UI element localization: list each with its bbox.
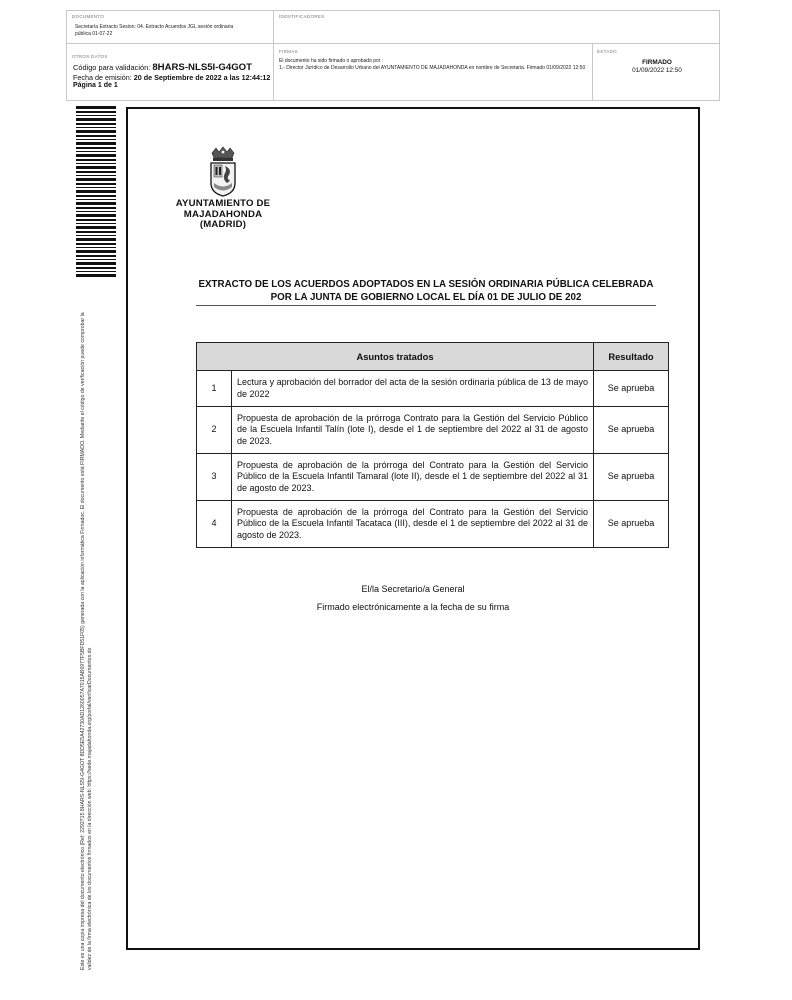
table-row (197, 501, 669, 548)
org-line-3: (MADRID) (199, 219, 247, 230)
row-result: Se aprueba (594, 407, 669, 454)
row-number: 2 (197, 407, 232, 454)
row-result: Se aprueba (594, 371, 669, 407)
row-topic: Propuesta de aprobación de la prórroga del Contrato para la Gestión del Servicio Público de la Escuela Infantil Tamaral (lote II), desde el 1 de septiembre del 2022 al 31 de agosto de 2023. (232, 454, 594, 501)
result-header: Resultado (594, 343, 669, 371)
org-line-1: AYUNTAMIENTO DE (175, 198, 271, 209)
table-row (197, 454, 669, 501)
title-line-2: POR LA JUNTA DE GOBIERNO LOCAL EL DÍA 01 DE JULIO DE 202 (270, 292, 582, 303)
organization-name (168, 199, 278, 231)
org-line-2: MAJADAHONDA (183, 208, 263, 220)
fecha-emision-value: 20 de Septiembre de 2022 a las 12:44:12 (133, 73, 271, 82)
codigo-validacion (73, 62, 252, 73)
row-topic: Lectura y aprobación del borrador del acta de la sesión ordinaria pública de 13 de mayo de 2022 (232, 371, 594, 407)
estado-value: FIRMADO (642, 59, 672, 66)
pagina-text: Página 1 de 1 (73, 82, 118, 89)
firmas-label: FIRMAS (279, 49, 298, 54)
barcode-image (76, 106, 116, 277)
firmas-detail: 1.- Director Jurídico de Desarrollo Urbano del AYUNTAMIENTO DE MAJADAHONDA en nombre de Secretaria. Firmado 01/09/2022 12:50 (279, 65, 586, 71)
documento-label: DOCUMENTO (72, 14, 105, 19)
firmas-text: El documento ha sido firmado o aprobado por : (279, 58, 384, 64)
row-topic: Propuesta de aprobación de la prórroga Contrato para la Gestión del Servicio Público de la Escuela Infantil Talín (lote I), desde el 1 de septiembre del 2022 al 31 de agosto de 2023. (232, 407, 594, 454)
row-number: 3 (197, 454, 232, 501)
document-page (126, 107, 700, 950)
row-result: Se aprueba (594, 454, 669, 501)
header-identificadores-cell (273, 10, 720, 44)
header-otros-datos-cell (66, 43, 274, 101)
title-underline (196, 305, 656, 306)
topics-header: Asuntos tratados (197, 343, 594, 371)
municipal-crest-icon (208, 145, 238, 197)
otros-datos-label: OTROS DATOS (72, 54, 108, 59)
document-title (196, 278, 656, 304)
header-documento-cell (66, 10, 274, 44)
signature-role: El/la Secretario/a General (361, 584, 465, 594)
fecha-emision (73, 73, 270, 82)
header-estado-cell (592, 43, 720, 101)
table-row (197, 407, 669, 454)
codigo-label: Código para validación: (73, 63, 151, 72)
title-line-1: EXTRACTO DE LOS ACUERDOS ADOPTADOS EN LA SESIÓN ORDINARIA PÚBLICA CELEBRADA (198, 279, 654, 290)
estado-date: 01/09/2022 12:50 (632, 67, 682, 74)
row-result: Se aprueba (594, 501, 669, 548)
row-topic: Propuesta de aprobación de la prórroga del Contrato para la Gestión del Servicio Público de la Escuela Infantil Tacataca (III), desde el 1 de septiembre del 2022 al 31 de agosto de 2023. (232, 501, 594, 548)
codigo-value: 8HARS-NLS5I-G4GOT (152, 62, 252, 73)
row-number: 4 (197, 501, 232, 548)
topics-table (196, 342, 669, 548)
fecha-emision-label: Fecha de emisión: (73, 73, 132, 82)
row-number: 1 (197, 371, 232, 407)
verification-side-text: Este es una copia impresa del documento electrónico (Ref: 2292715 8HARS-NLS5I-G4GOT 8DD5E5A42730AD1260057A7015AB6977F5BFD51F05) generada con la aplicación informática Firmadoc. El documento está FIRMADO. Mediante el código de verificación puede comprobar la validez de la firma electrónica de los documentos firmados en la dirección web: https://sede.majadahonda.org/portal/verificarDocumentos.do (80, 312, 93, 970)
estado-label: ESTADO (597, 49, 617, 54)
identificadores-label: IDENTIFICADORES (279, 14, 325, 19)
table-row (197, 371, 669, 407)
documento-text: Secretaría Extracto Sesion: 04. Extracto Acuerdos JGL sesión ordinaria pública 01-07-22 (75, 24, 234, 37)
signature-note: Firmado electrónicamente a la fecha de su firma (316, 602, 510, 612)
header-firmas-cell (273, 43, 593, 101)
table-header-row (197, 343, 669, 371)
